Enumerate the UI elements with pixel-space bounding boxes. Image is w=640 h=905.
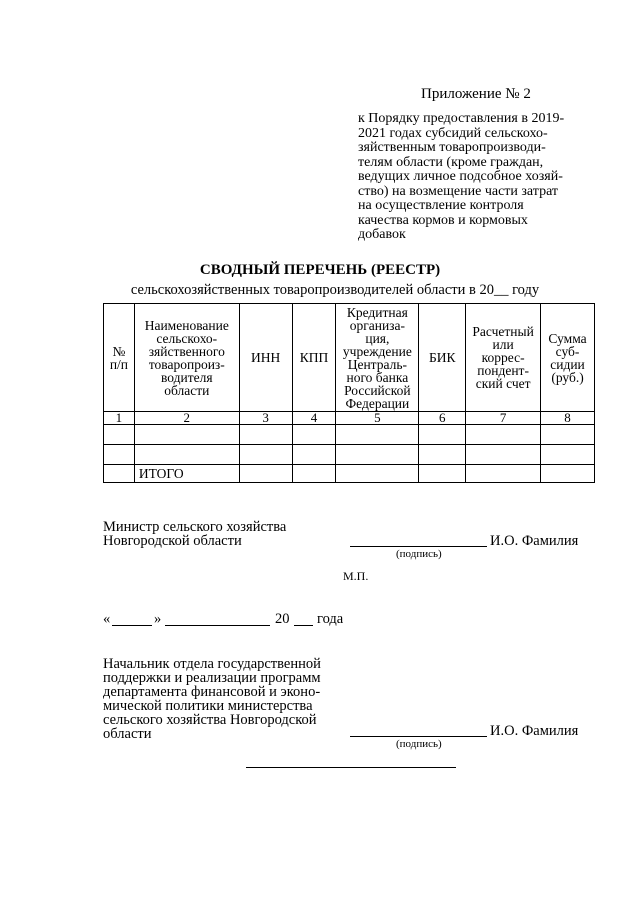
date-open-quote: «: [103, 611, 111, 627]
header-cell-bank: Кредитная организа- ция, учреждение Централь- ного банка Российской Федерации: [336, 304, 419, 412]
document-title: СВОДНЫЙ ПЕРЕЧЕНЬ (РЕЕСТР): [199, 262, 441, 278]
total-label: ИТОГО: [134, 465, 239, 483]
appendix-line: добавок: [358, 227, 406, 242]
date-year-prefix: 20: [275, 611, 290, 627]
head-signature-line: [350, 724, 487, 737]
table-row: [104, 445, 595, 465]
header-cell-number: № п/п: [104, 304, 135, 412]
date-month-line: [165, 612, 270, 626]
appendix-line: ство) на возмещение части затрат: [358, 183, 559, 199]
table-row: [104, 425, 595, 445]
minister-name: И.О. Фамилия: [490, 533, 579, 549]
header-cell-kpp: КПП: [292, 304, 336, 412]
head-name: И.О. Фамилия: [490, 723, 579, 739]
total-row: [104, 465, 595, 483]
column-number: 7: [466, 412, 541, 425]
stamp-place: М.П.: [343, 569, 369, 583]
head-signature-caption: (подпись): [396, 738, 442, 750]
appendix-description: [358, 112, 598, 243]
appendix-line: телям области (кроме граждан,: [358, 154, 544, 170]
head-title: Начальник отдела государственной поддержки и реализации программ департамента финансовой и эконо- мической политики министерства сельского хозяйства Новгородской области: [103, 656, 321, 742]
appendix-line: качества кормов и кормовых: [358, 212, 528, 228]
document-subtitle: сельскохозяйственных товаропроизводителей области в 20__ году: [130, 282, 540, 298]
appendix-line: ведущих личное подсобное хозяй-: [358, 169, 563, 184]
column-number-row: [104, 412, 595, 425]
header-cell-amount: Сумма суб- сидии (руб.): [541, 304, 595, 412]
date-year-line: [294, 612, 313, 626]
minister-title: Министр сельского хозяйства Новгородской области: [103, 519, 287, 549]
column-number: 3: [239, 412, 292, 425]
header-cell-bik: БИК: [419, 304, 466, 412]
column-number: 5: [336, 412, 419, 425]
appendix-line: зяйственным товаропроизводи-: [358, 140, 546, 155]
appendix-line: к Порядку предоставления в 2019-: [358, 111, 565, 126]
header-cell-inn: ИНН: [239, 304, 292, 412]
header-cell-account: Расчетный или коррес- пондент- ский счет: [466, 304, 541, 412]
appendix-line: на осуществление контроля: [358, 198, 524, 213]
registry-table: [103, 303, 595, 483]
table-header-row: [104, 304, 595, 412]
date-day-line: [112, 612, 152, 626]
column-number: 8: [541, 412, 595, 425]
date-close-quote: »: [154, 611, 162, 627]
column-number: 4: [292, 412, 336, 425]
minister-signature-line: [350, 534, 487, 547]
column-number: 2: [134, 412, 239, 425]
appendix-title: Приложение № 2: [421, 86, 531, 102]
date-year-suffix: года: [317, 611, 344, 627]
minister-signature-caption: (подпись): [396, 548, 442, 560]
closing-line: [246, 766, 456, 768]
column-number: 1: [104, 412, 135, 425]
header-cell-name: Наименование сельскохо- зяйственного товаропроиз- водителя области: [134, 304, 239, 412]
column-number: 6: [419, 412, 466, 425]
appendix-line: 2021 годах субсидий сельскохо-: [358, 125, 548, 141]
